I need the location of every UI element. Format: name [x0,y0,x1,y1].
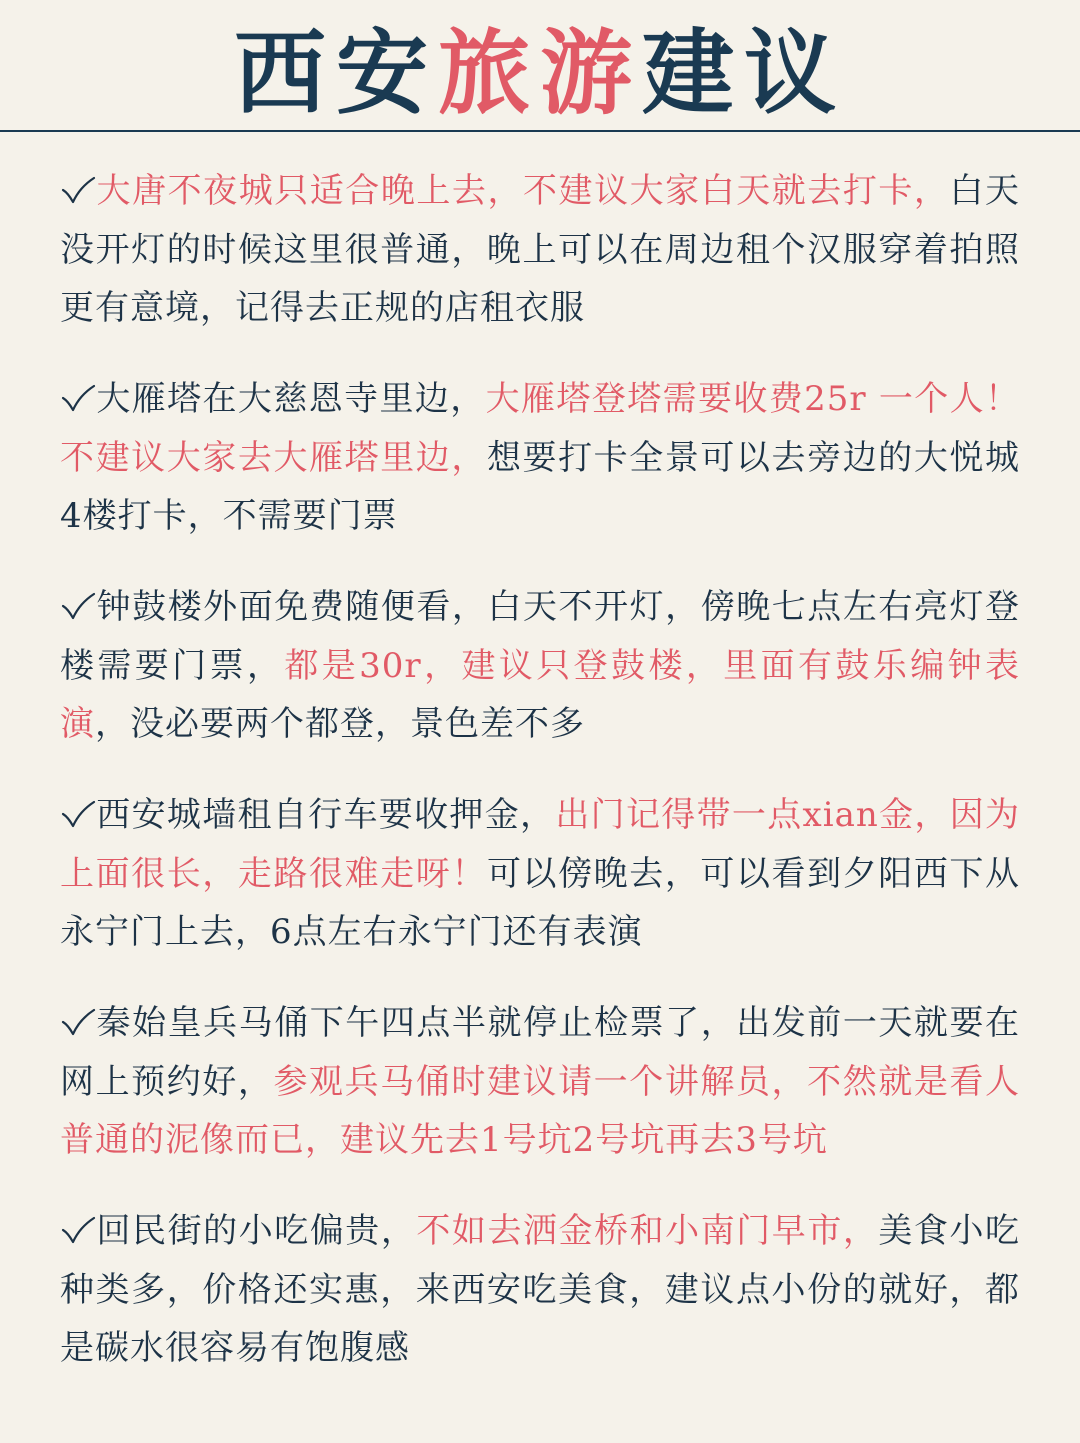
tip-text: 回民街的小吃偏贵， [96,1211,417,1251]
check-mark-icon [60,591,96,621]
tip-item [60,786,1020,962]
tip-highlight-text: 都是30r，建议只登鼓楼，里面有鼓乐编钟表演 [60,645,1020,744]
check-mark-icon [60,799,96,829]
tip-highlight-text: 大唐不夜城只适合晚上去，不建议大家白天就去打卡， [96,171,950,211]
title-part-3: 建议 [642,19,847,127]
tip-highlight-text: 出门记得带一点xian金，因为上面很长，走路很难走呀！ [60,795,1020,894]
tip-text: 可以傍晚去，可以看到夕阳西下从永宁门上去，6点左右永宁门还有表演 [60,853,1020,952]
check-mark-icon [60,1215,96,1245]
tip-text: 钟鼓楼外面免费随便看，白天不开灯，傍晚七点左右亮灯登楼需要门票， [60,587,1020,686]
tip-text: 大雁塔在大慈恩寺里边， [96,379,486,419]
check-mark-icon [60,1007,96,1037]
tip-text: ，没必要两个都登，景色差不多 [95,704,585,744]
tip-highlight-text: 不如去洒金桥和小南门早市， [416,1211,879,1251]
tip-text: 想要打卡全景可以去旁边的大悦城4楼打卡，不需要门票 [60,437,1020,536]
tip-text: 西安城墙租自行车要收押金， [96,795,556,835]
tip-item [60,578,1020,754]
check-mark-icon [60,175,96,205]
page-title [0,18,1080,128]
title-part-2-highlight: 旅游 [437,19,642,127]
tips-list [60,162,1020,1410]
tip-item [60,370,1020,546]
tip-item [60,994,1020,1170]
tip-item [60,162,1020,338]
tip-text: 白天没开灯的时候这里很普通，晚上可以在周边租个汉服穿着拍照更有意境，记得去正规的店租衣服 [60,171,1020,328]
title-divider [0,130,1080,132]
title-part-1: 西安 [233,19,438,127]
tip-highlight-text: 参观兵马俑时建议请一个讲解员，不然就是看人普通的泥像而已，建议先去1号坑2号坑再去3号坑 [60,1061,1020,1160]
tip-highlight-text: 大雁塔登塔需要收费25r 一个人！不建议大家去大雁塔里边， [60,379,1020,478]
header [0,0,1080,132]
tip-text: 秦始皇兵马俑下午四点半就停止检票了，出发前一天就要在网上预约好， [60,1003,1020,1102]
tip-item [60,1202,1020,1378]
check-mark-icon [60,383,96,413]
tip-text: 美食小吃种类多，价格还实惠，来西安吃美食，建议点小份的就好，都是碳水很容易有饱腹感 [60,1211,1020,1368]
